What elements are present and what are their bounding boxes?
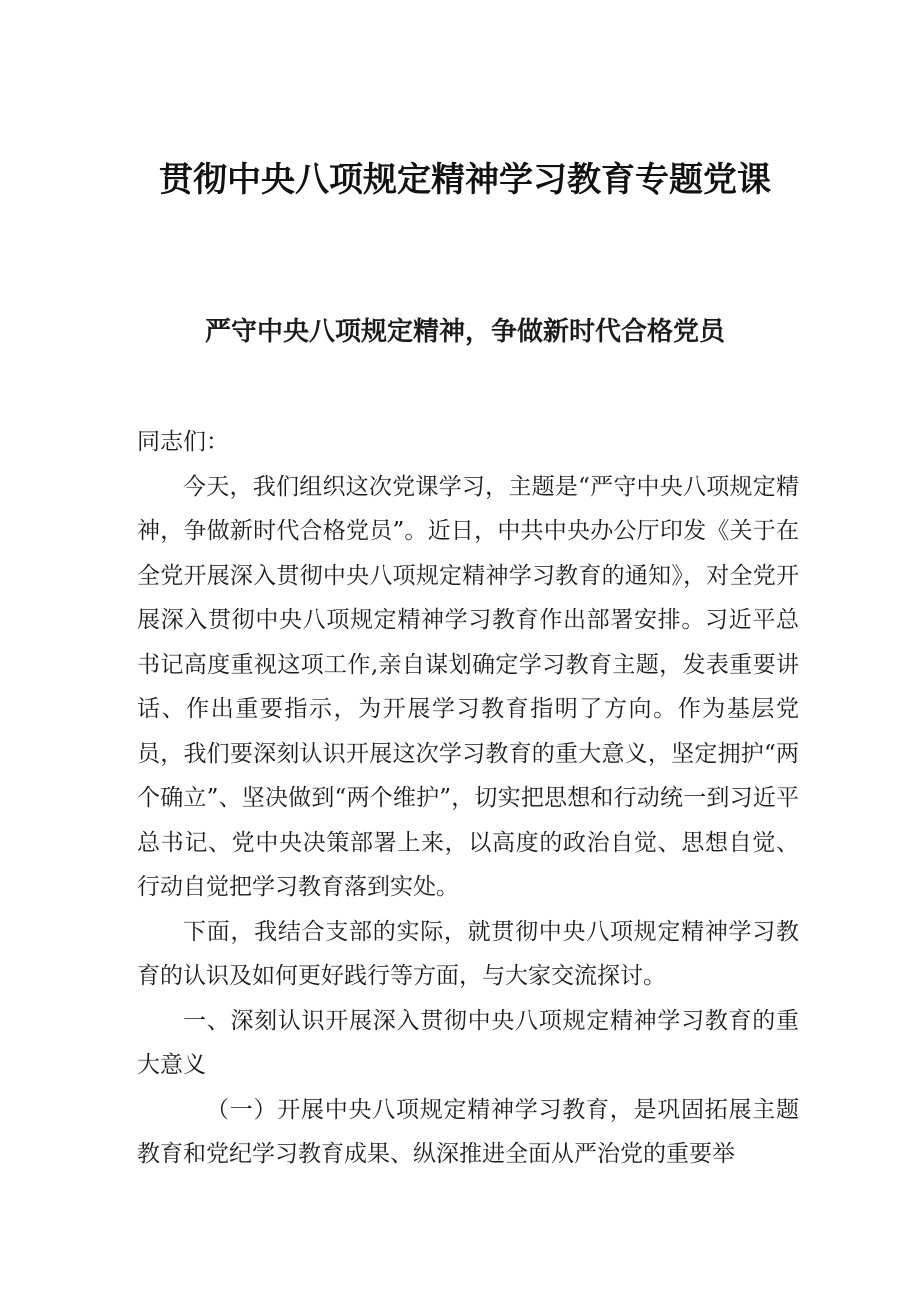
document-body bbox=[137, 420, 799, 1177]
salutation: 同志们： bbox=[137, 429, 229, 455]
body-paragraph: 今天，我们组织这次党课学习，主题是“严守中央八项规定精神，争做新时代合格党员”。近日，中共中央办公厅印发《关于在全党开展深入贯彻中央八项规定精神学习教育的通知》，对全党开展深入贯彻中央八项规定精神学习教育作出部署安排。习近平总书记高度重视这项工作,亲自谋划确定学习教育主题，发表重要讲话、作出重要指示，为开展学习教育指明了方向。作为基层党员，我们要深刻认识开展这次学习教育的重大意义，坚定拥护“两个确立”、坚决做到“两个维护”，切实把思想和行动统一到习近平总书记、党中央决策部署上来，以高度的政治自觉、思想自觉、行动自觉把学习教育落到实处。 bbox=[137, 473, 799, 900]
document-title: 贯彻中央八项规定精神学习教育专题党课 bbox=[159, 160, 771, 200]
body-paragraph: 下面，我结合支部的实际，就贯彻中央八项规定精神学习教育的认识及如何更好践行等方面，与大家交流探讨。 bbox=[137, 918, 799, 989]
section-heading: 一、深刻认识开展深入贯彻中央八项规定精神学习教育的重大意义 bbox=[137, 1007, 799, 1078]
document-subtitle: 严守中央八项规定精神，争做新时代合格党员 bbox=[204, 317, 725, 347]
subsection-paragraph: （一）开展中央八项规定精神学习教育，是巩固拓展主题教育和党纪学习教育成果、纵深推进全面从严治党的重要举 bbox=[137, 1096, 799, 1167]
